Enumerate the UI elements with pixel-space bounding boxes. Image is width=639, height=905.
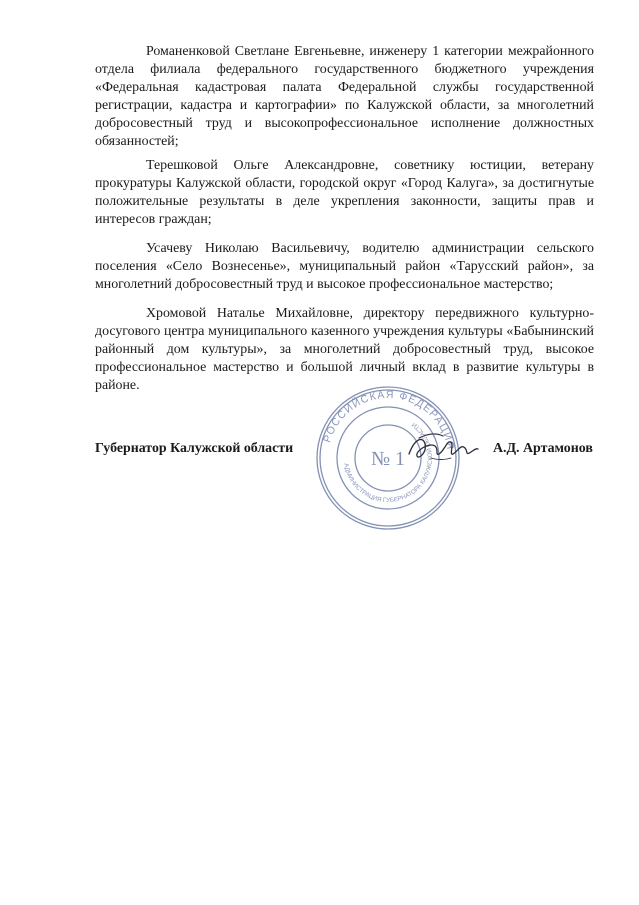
award-paragraph-4: Хромовой Наталье Михайловне, директору передвижного культурно-досугового центра муниципального казенного учреждения культуры «Бабынинский районный дом культуры», за многолетний добросовестный труд, высокое профессиональное мастерство и большой личный вклад в развитие культуры в районе. xyxy=(95,306,594,393)
seal-number: № 1 xyxy=(370,448,406,470)
signatory-name: А.Д. Артамонов xyxy=(493,441,593,456)
handwritten-signature xyxy=(405,430,480,470)
signatory-title: Губернатор Калужской области xyxy=(95,441,294,456)
award-paragraph-3: Усачеву Николаю Васильевичу, водителю администрации сельского поселения «Село Вознесенье», муниципальный район «Тарусский район», за многолетний добросовестный труд и высокое профессиональное мастерство; xyxy=(95,241,594,292)
award-paragraph-1: Романенковой Светлане Евгеньевне, инженеру 1 категории межрайонного отдела филиала федерального государственного бюджетного учреждения «Федеральная кадастровая палата Федеральной службы государственной регистрации, кадастра и картографии» по Калужской области, за многолетний добросовестный труд и высокопрофессиональное исполнение должностных обязанностей; xyxy=(95,44,594,149)
award-paragraph-2: Терешковой Ольге Александровне, советнику юстиции, ветерану прокуратуры Калужской области, городской округ «Город Калуга», за достигнутые положительные результаты в деле укрепления законности, защиты прав и интересов граждан; xyxy=(95,158,594,227)
seal-outer-text: РОССИЙСКАЯ ФЕДЕРАЦИЯ xyxy=(321,388,457,452)
seal-inner-text: АДМИНИСТРАЦИЯ ГУБЕРНАТОРА КАЛУЖСКОЙ ОБЛАСТИ xyxy=(342,420,435,505)
